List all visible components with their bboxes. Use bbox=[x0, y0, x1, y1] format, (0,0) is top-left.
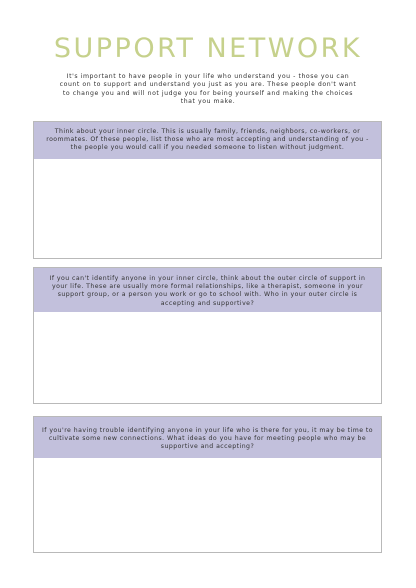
outer-circle-section bbox=[33, 267, 382, 404]
inner-circle-prompt: Think about your inner circle. This is usually family, friends, neighbors, co-workers, or roommates. Of these people, list those who are most accepting and understanding of you - the people you would call if you needed someone to listen without judgment. bbox=[34, 122, 381, 159]
new-connections-prompt: If you're having trouble identifying anyone in your life who is there for you, it may be time to cultivate some new connections. What ideas do you have for meeting people who may be supportive and accepting? bbox=[34, 417, 381, 458]
new-connections-section bbox=[33, 416, 382, 553]
inner-circle-answer-box[interactable] bbox=[34, 159, 381, 258]
intro-paragraph: It's important to have people in your life who understand you - those you can count on to support and understand you just as you are. These people don't want to change you and will not judge you for being yourself and making the choices that you make. bbox=[59, 73, 357, 106]
outer-circle-prompt: If you can't identify anyone in your inner circle, think about the outer circle of support in your life. These are usually more formal relationships, like a therapist, someone in your support group, or a person you work or go to school with. Who in your outer circle is accepting and supportive? bbox=[34, 268, 381, 312]
page-title: SUPPORT NETWORK bbox=[53, 33, 363, 64]
new-connections-answer-box[interactable] bbox=[34, 458, 381, 552]
outer-circle-answer-box[interactable] bbox=[34, 312, 381, 403]
inner-circle-section bbox=[33, 121, 382, 259]
